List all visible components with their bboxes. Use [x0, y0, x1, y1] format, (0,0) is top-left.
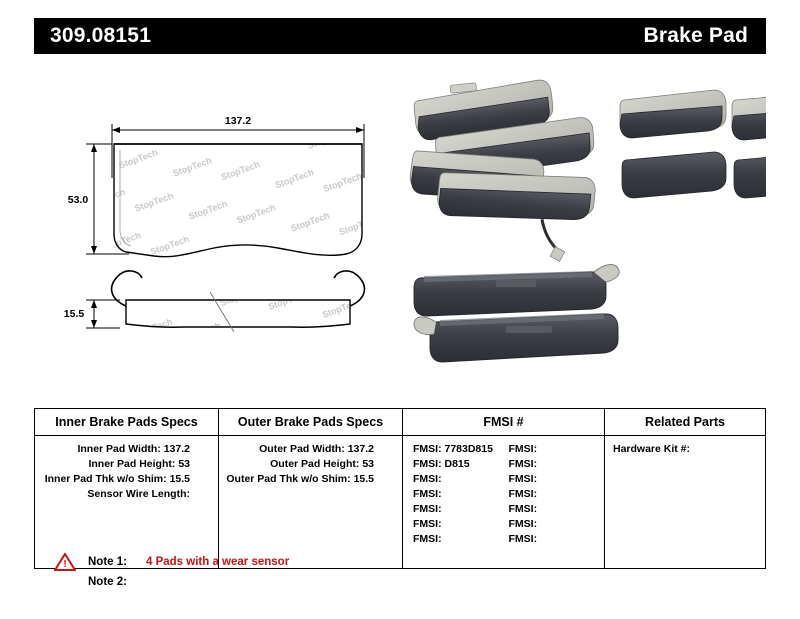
note-row-2	[34, 572, 534, 592]
fmsi-entry: FMSI:	[508, 443, 538, 455]
notes-section	[34, 552, 534, 592]
pad-photo-cluster-upper	[408, 75, 766, 264]
fmsi-entry: FMSI:	[413, 473, 442, 485]
specs-column-related-parts	[605, 409, 765, 568]
fmsi-left-column	[413, 442, 509, 547]
related-parts-title: Related Parts	[605, 409, 765, 436]
fmsi-entry: FMSI:	[508, 473, 538, 485]
specs-column-fmsi	[403, 409, 605, 568]
inner-pad-width-value: 137.2	[163, 443, 190, 455]
spec-row	[219, 472, 402, 487]
dimension-thickness-label: 15.5	[63, 308, 85, 320]
product-drawing-area	[34, 66, 766, 396]
inner-pad-thickness-label: Inner Pad Thk w/o Shim:	[44, 473, 167, 485]
fmsi-entry: FMSI:	[413, 503, 442, 515]
fmsi-entry: FMSI:	[508, 503, 538, 515]
fmsi-right-column	[509, 442, 605, 547]
spec-row	[35, 457, 218, 472]
inner-pad-height-value: 53	[178, 458, 190, 470]
pad-face-outline	[114, 144, 362, 257]
fmsi-entry: FMSI:	[413, 533, 442, 545]
fmsi-entry: FMSI: 7783D815	[413, 443, 493, 455]
dimension-height-label: 53.0	[67, 194, 89, 206]
outer-pad-height-value: 53	[362, 458, 374, 470]
hardware-kit-label: Hardware Kit #:	[613, 443, 691, 455]
specs-column-inner	[35, 409, 219, 568]
outer-pad-width-label: Outer Pad Width:	[259, 443, 345, 455]
fmsi-entry: FMSI:	[413, 488, 442, 500]
spec-row	[35, 472, 218, 487]
fmsi-entry: FMSI:	[508, 518, 538, 530]
inner-pad-thickness-value: 15.5	[169, 473, 190, 485]
inner-pad-height-label: Inner Pad Height:	[88, 458, 176, 470]
outer-pad-width-value: 137.2	[347, 443, 374, 455]
warning-icon	[54, 553, 76, 571]
related-parts-body	[605, 436, 765, 568]
pad-photo-cluster-lower	[414, 265, 619, 362]
outer-specs-body	[219, 436, 402, 568]
note-2-label: Note 2:	[88, 576, 127, 588]
outer-pad-thickness-value: 15.5	[353, 473, 374, 485]
spec-row	[219, 487, 402, 502]
inner-pad-width-label: Inner Pad Width:	[77, 443, 161, 455]
wear-sensor-wire	[539, 219, 562, 251]
spec-row	[35, 442, 218, 457]
fmsi-entry: FMSI:	[508, 533, 538, 545]
outer-pad-thickness-label: Outer Pad Thk w/o Shim:	[226, 473, 351, 485]
product-type: Brake Pad	[643, 24, 748, 47]
specs-column-outer	[219, 409, 403, 568]
fmsi-entry: FMSI:	[508, 488, 538, 500]
document-header	[34, 18, 766, 54]
svg-text:!: !	[63, 559, 67, 570]
spec-row	[35, 487, 218, 502]
dimension-width-label: 137.2	[224, 115, 252, 127]
dimension-thickness	[86, 300, 120, 328]
spec-row	[219, 457, 402, 472]
outer-pad-height-label: Outer Pad Height:	[270, 458, 360, 470]
note-1-label: Note 1:	[88, 556, 127, 568]
note-row-1	[34, 552, 534, 572]
fmsi-entry: FMSI:	[508, 458, 538, 470]
outer-specs-title: Outer Brake Pads Specs	[219, 409, 402, 436]
fmsi-entry: FMSI:	[413, 518, 442, 530]
sensor-wire-length-label: Sensor Wire Length:	[87, 488, 190, 500]
fmsi-title: FMSI #	[403, 409, 604, 436]
pad-edge-view	[112, 271, 365, 332]
inner-specs-title: Inner Brake Pads Specs	[35, 409, 218, 436]
inner-specs-body	[35, 436, 218, 568]
fmsi-body	[403, 436, 604, 568]
fmsi-entry: FMSI: D815	[413, 458, 470, 470]
part-number: 309.08151	[50, 24, 152, 47]
specs-table	[34, 408, 766, 569]
spec-row	[219, 442, 402, 457]
note-1-text: 4 Pads with a wear sensor	[146, 556, 290, 568]
note-icon-placeholder	[54, 573, 76, 591]
